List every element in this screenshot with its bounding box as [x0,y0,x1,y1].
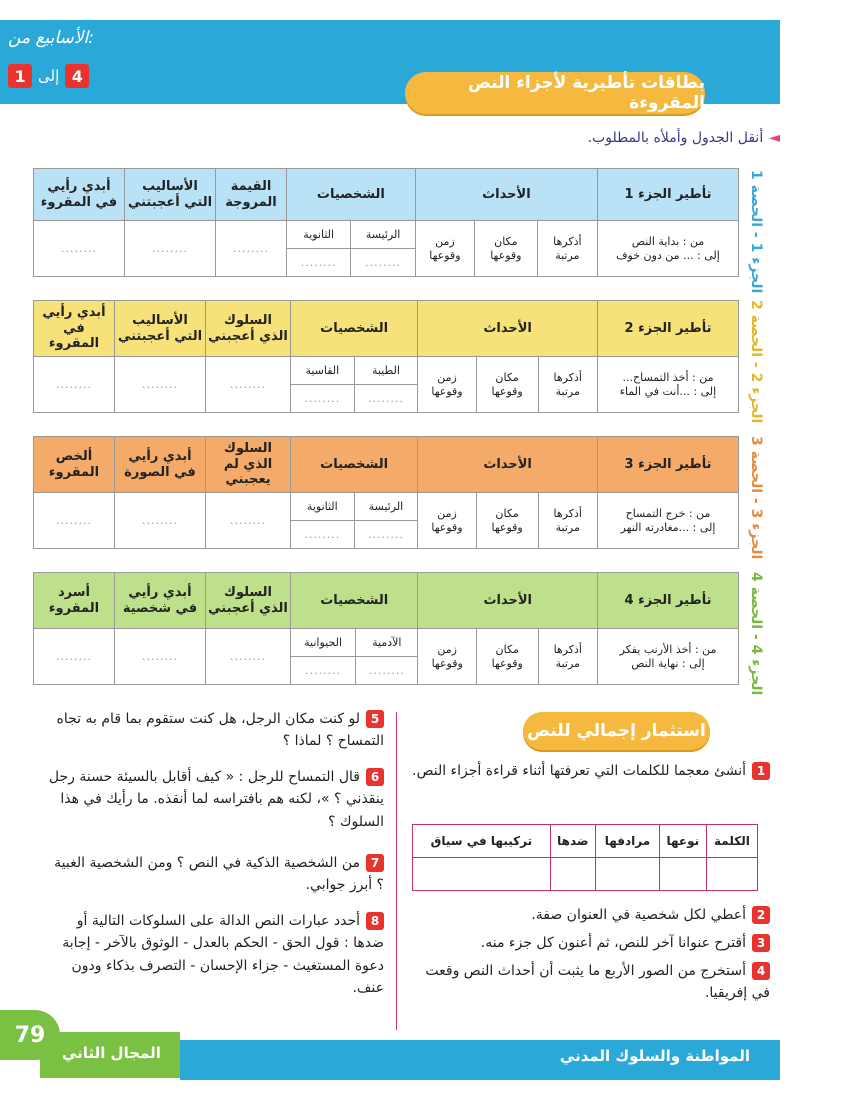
frame-range [598,357,739,413]
lexicon-cell [706,858,757,891]
lexicon-header: مرادفها [595,825,659,858]
column-header: أبدي رأيي في الصورة [115,437,206,493]
frame-range [598,629,739,685]
column-header: القيمة المروجة [216,169,287,221]
answer-dots: ........ [356,657,418,685]
event-cell: مكان وقوعها [476,493,538,549]
answer-dots: ........ [354,521,418,549]
side-label-3: الجزء 3 - الحصة 3 [748,436,764,560]
event-cell: مكان وقوعها [475,221,538,277]
question-3 [408,932,770,954]
range-to: إلى : ... من دون خوف [616,248,720,262]
frame-table-3 [33,436,739,549]
column-header: الأساليب التي أعجبتني [125,169,216,221]
question-text: من الشخصية الذكية في النص ؟ ومن الشخصية الغبية ؟ أبرز جوابي. [54,855,384,894]
question-5 [48,708,384,753]
column-header: السلوك الذي أعجبني [206,573,291,629]
event-cell: زمن وقوعها [418,493,477,549]
answer-dots: ........ [206,629,291,685]
answer-dots: ........ [291,521,355,549]
answer-dots: ........ [354,385,418,413]
question-8 [48,910,384,1000]
question-7 [48,852,384,897]
lexicon-cell [550,858,595,891]
range-word: إلى [38,67,60,85]
lexicon-header: تركيبها في سياق [413,825,551,858]
column-divider [396,712,397,1030]
answer-dots: ........ [206,493,291,549]
frame-table-1 [33,168,739,277]
answer-dots: ........ [34,629,115,685]
answer-dots: ........ [206,357,291,413]
range-to: إلى : نهاية النص [631,656,705,670]
question-text: لو كنت مكان الرجل، هل كنت ستقوم بما قام به تجاه التمساح ؟ لماذا ؟ [56,711,384,750]
overall-title: استثمار إجمالي للنص [523,712,710,750]
character-cell: الطيبة [354,357,418,385]
character-cell: الآدمية [356,629,418,657]
events-header: الأحداث [418,573,598,629]
question-text: أحدد عبارات النص الدالة على السلوكات التالية أو ضدها : قول الحق - الحكم بالعدل - الوثوق بالآخر - إجابة دعوة المستغيث - جزاء الإحسان - التصرف بذكاء ودون عنف. [62,913,384,997]
column-header: أبدي رأيي في المقروء [34,169,125,221]
frame-table-4 [33,572,739,685]
character-cell: الحيوانية [291,629,356,657]
lexicon-table [412,824,758,891]
answer-dots: ........ [115,357,206,413]
answer-dots: ........ [125,221,216,277]
event-cell: أذكرها مرتبة [538,629,597,685]
events-header: الأحداث [415,169,597,221]
lexicon-cell [413,858,551,891]
question-number: 5 [366,710,384,728]
column-header: أبدي رأيي في شخصية [115,573,206,629]
question-4 [408,960,770,1005]
triangle-icon: ◄ [769,130,780,146]
page-number: 79 [0,1010,60,1060]
header-margin [780,20,844,104]
answer-dots: ........ [351,249,415,277]
answer-dots: ........ [115,629,206,685]
range-from: من : بداية النص [631,235,705,249]
frame-title: تأطير الجزء 1 [598,169,739,221]
event-cell: زمن وقوعها [418,357,477,413]
domain-label: المجال الثاني [62,1044,161,1062]
page-title: بطاقات تأطيرية لأجزاء النص المقروءة [405,72,705,114]
question-number: 3 [752,934,770,952]
footer-theme: المواطنة والسلوك المدني [559,1047,750,1065]
side-label-1: الجزء 1 - الحصة 1 [748,170,764,294]
range-from: من : أخذ الأرنب يفكر [619,643,717,657]
lexicon-cell [595,858,659,891]
side-label-4: الجزء 4 - الحصة 4 [748,572,764,696]
event-cell: أذكرها مرتبة [538,357,597,413]
column-header: أبدي رأيي في المقروء [34,301,115,357]
event-cell: مكان وقوعها [476,357,538,413]
character-cell: القاسية [291,357,355,385]
answer-dots: ........ [115,493,206,549]
characters-header: الشخصيات [291,437,418,493]
character-cell: الرئيسة [354,493,418,521]
events-header: الأحداث [418,437,598,493]
range-to: إلى : ...أنت في الماء [619,384,717,398]
lexicon-header: نوعها [659,825,706,858]
weeks-range [8,64,89,88]
event-cell: مكان وقوعها [476,629,538,685]
lexicon-header: ضدها [550,825,595,858]
question-text: أعطي لكل شخصية في العنوان صفة. [531,907,746,923]
column-header: أسرد المقروء [34,573,115,629]
answer-dots: ........ [287,249,351,277]
event-cell: أذكرها مرتبة [538,493,597,549]
range-to: إلى : ...مغادرته النهر [620,520,716,534]
question-text: أقترح عنوانا آخر للنص، ثم أعنون كل جزء منه. [480,935,746,951]
column-header: الأساليب التي أعجبتني [115,301,206,357]
characters-header: الشخصيات [291,301,418,357]
lexicon-header: الكلمة [706,825,757,858]
instruction [520,130,780,146]
range-from: من : أخذ التمساح... [622,371,714,385]
question-text: أنشئ معجما للكلمات التي تعرفتها أثناء قراءة أجزاء النص. [412,763,746,779]
side-label-2: الجزء 2 - الحصة 2 [748,300,764,424]
answer-dots: ........ [216,221,287,277]
frame-range [598,493,739,549]
characters-header: الشخصيات [287,169,416,221]
events-header: الأحداث [418,301,598,357]
frame-table-2 [33,300,739,413]
question-1 [408,760,770,782]
frame-title: تأطير الجزء 2 [598,301,739,357]
characters-header: الشخصيات [291,573,418,629]
question-number: 6 [366,768,384,786]
answer-dots: ........ [291,385,355,413]
column-header: السلوك الذي لم يعجبني [206,437,291,493]
answer-dots: ........ [34,493,115,549]
question-6 [48,766,384,833]
event-cell: زمن وقوعها [415,221,474,277]
question-number: 1 [752,762,770,780]
weeks-label: الأسابيع من: [8,28,94,48]
question-number: 4 [752,962,770,980]
frame-title: تأطير الجزء 3 [598,437,739,493]
event-cell: أذكرها مرتبة [537,221,597,277]
event-cell: زمن وقوعها [418,629,476,685]
question-text: قال التمساح للرجل : « كيف أقابل بالسيئة حسنة رجل ينقذني ؟ »، لكنه هم بافتراسه لما أنقذه. ما رأيك في هذا السلوك ؟ [48,769,384,830]
week-from-badge: 1 [8,64,32,88]
frame-title: تأطير الجزء 4 [598,573,739,629]
range-from: من : خرج التمساح [625,507,711,521]
lexicon-cell [659,858,706,891]
column-header: السلوك الذي أعجبني [206,301,291,357]
character-cell: الثانوية [287,221,351,249]
answer-dots: ........ [291,657,356,685]
character-cell: الثانوية [291,493,355,521]
question-text: أستخرج من الصور الأربع ما يثبت أن أحداث النص وقعت في إفريقيا. [425,963,770,1002]
instruction-text: أنقل الجدول وأملأه بالمطلوب. [587,130,764,146]
column-header: ألخص المقروء [34,437,115,493]
week-to-badge: 4 [65,64,89,88]
frame-range [598,221,739,277]
answer-dots: ........ [34,357,115,413]
question-2 [408,904,770,926]
question-number: 2 [752,906,770,924]
answer-dots: ........ [34,221,125,277]
question-number: 7 [366,854,384,872]
question-number: 8 [366,912,384,930]
character-cell: الرئيسة [351,221,415,249]
